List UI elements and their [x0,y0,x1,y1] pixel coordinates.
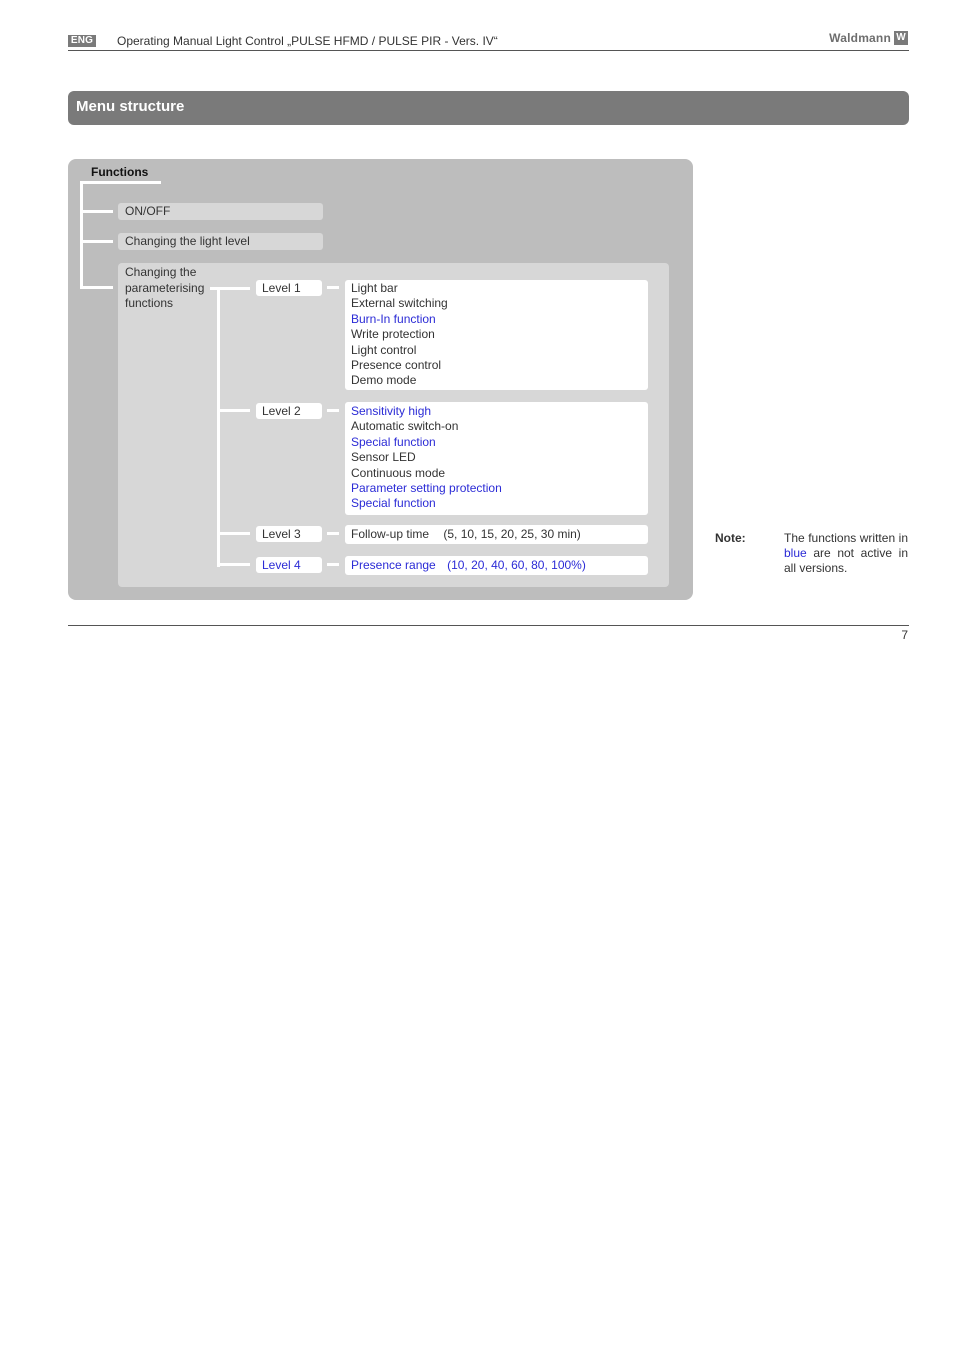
dash-level-4 [327,563,339,566]
level-entry: Automatic switch-on [351,419,459,434]
note-text-after: are not active in all versions. [784,546,908,575]
document-title: Operating Manual Light Control „PULSE HFMD / PULSE PIR - Vers. IV“ [117,34,498,48]
level-3-pill: Level 3 [256,526,322,542]
level-entry: Sensor LED [351,450,416,465]
level-entry: Write protection [351,327,435,342]
level-entry: Special function [351,496,436,511]
section-header-bar [68,91,909,125]
branch-level-4 [217,563,250,566]
page-number: 7 [901,628,908,642]
root-trunk [80,181,83,289]
level-4-entries [345,556,648,575]
note-label: Note: [715,531,746,545]
level-entry: Sensitivity high [351,404,432,418]
level-4-pill: Level 4 [256,557,322,573]
section-title: Menu structure [76,98,185,115]
branch-level-2 [217,409,250,412]
level-entry: External switching [351,296,448,311]
dash-level-3 [327,532,339,535]
level-entry: Parameter setting protection [351,481,502,496]
language-badge: ENG [68,35,96,47]
level-entry: Light control [351,342,417,357]
param-label-line: functions [125,296,174,310]
level-entry: Continuous mode [351,465,446,480]
param-connector [210,287,250,290]
note-text-before: The functions written in [784,531,908,545]
branch-onoff [80,210,113,213]
note-text [784,531,908,576]
level-entry: Burn-In function [351,311,436,326]
dash-level-1 [327,286,339,289]
header-divider [68,50,909,51]
dash-level-2 [327,409,339,412]
note-highlight: blue [784,546,807,560]
level-entry: Presence control [351,358,442,373]
branch-level-3 [217,532,250,535]
branch-light-level [80,240,113,243]
footer-divider [68,625,909,626]
level-1-pill: Level 1 [256,280,322,296]
level-entry: Demo mode [351,373,417,388]
param-label-line: parameterising [125,280,205,295]
menu-item-on-off: ON/OFF [118,203,323,220]
level-entry: Special function [351,434,436,449]
level-entry: Follow-up time [351,527,430,541]
brand-name: Waldmann [829,31,891,45]
level-entry-range: (5, 10, 15, 20, 25, 30 min) [443,527,581,541]
menu-item-light-level: Changing the light level [118,233,323,250]
brand [829,31,908,45]
level-entry-range: (10, 20, 40, 60, 80, 100%) [447,558,586,572]
level-1-entries [345,280,648,390]
root-underline [80,181,161,184]
brand-logo-icon: W [894,31,908,45]
param-label [125,265,204,312]
level-3-entries [345,525,648,544]
level-2-pill: Level 2 [256,403,322,419]
level-2-entries [345,402,648,515]
functions-root-label: Functions [91,165,149,179]
level-entry: Presence range [351,558,436,572]
level-entry: Light bar [351,281,398,295]
param-label-line: Changing the [125,265,197,279]
branch-parameterising [80,286,113,289]
levels-trunk [217,287,220,567]
